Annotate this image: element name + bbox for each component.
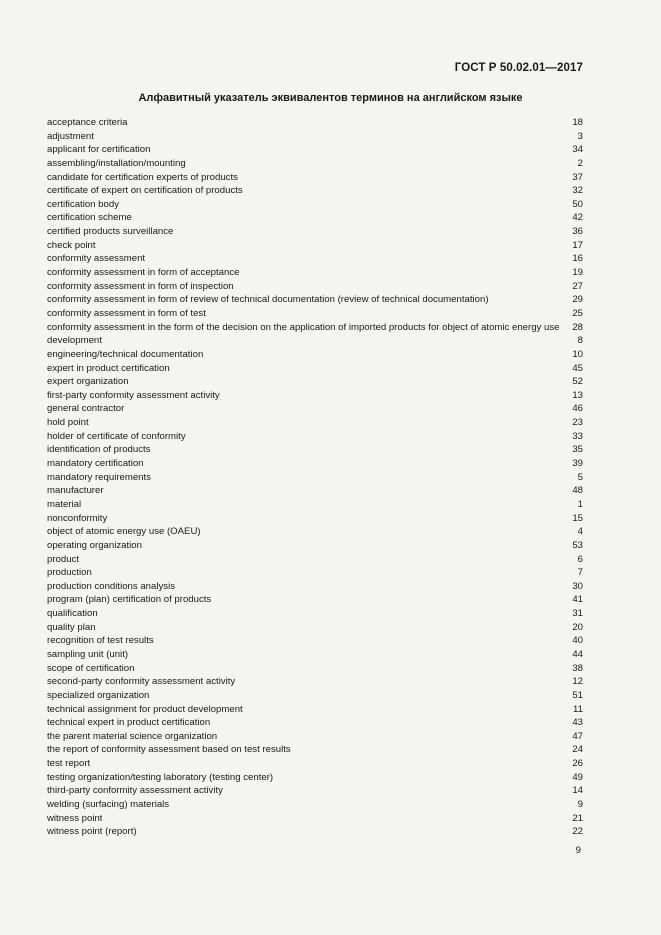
index-term: conformity assessment in form of review of technical documentation (review of technical documentation) bbox=[47, 294, 489, 306]
index-term: conformity assessment in form of acceptance bbox=[47, 267, 240, 279]
index-entry bbox=[47, 689, 583, 703]
index-entry bbox=[47, 348, 583, 362]
index-entry bbox=[47, 239, 583, 253]
index-page-ref: 3 bbox=[577, 130, 583, 142]
index-page-ref: 2 bbox=[577, 157, 583, 169]
index-page-ref: 25 bbox=[572, 307, 583, 319]
index-term: mandatory certification bbox=[47, 458, 144, 470]
index-page-ref: 18 bbox=[572, 117, 583, 128]
index-entry bbox=[47, 157, 583, 171]
index-term: certified products surveillance bbox=[47, 226, 174, 238]
index-page-ref: 4 bbox=[577, 526, 583, 538]
index-term: certificate of expert on certification of products bbox=[47, 185, 243, 197]
index-term: development bbox=[47, 335, 102, 347]
index-page-ref: 8 bbox=[577, 335, 583, 347]
index-page-ref: 50 bbox=[572, 198, 583, 210]
index-term: mandatory requirements bbox=[47, 471, 151, 483]
index-page-ref: 20 bbox=[572, 621, 583, 633]
index-term: object of atomic energy use (OAEU) bbox=[47, 526, 201, 538]
index-term: engineering/technical documentation bbox=[47, 348, 204, 360]
index-term: material bbox=[47, 498, 82, 510]
index-page-ref: 14 bbox=[572, 785, 583, 797]
index-term: applicant for certification bbox=[47, 144, 151, 156]
index-entry bbox=[47, 116, 583, 130]
index-page-ref: 22 bbox=[572, 826, 583, 838]
index-term: test report bbox=[47, 758, 91, 770]
index-page-ref: 43 bbox=[572, 717, 583, 729]
index-term: manufacturer bbox=[47, 485, 104, 497]
index-entry bbox=[47, 703, 583, 717]
index-term: conformity assessment in form of test bbox=[47, 307, 206, 319]
index-entry bbox=[47, 730, 583, 744]
index-page-ref: 17 bbox=[572, 239, 583, 251]
page-title: Алфавитный указатель эквивалентов терминов на английском языке bbox=[138, 92, 523, 104]
index-term: scope of certification bbox=[47, 662, 135, 674]
index-entry bbox=[47, 198, 583, 212]
index-entry bbox=[47, 743, 583, 757]
index-term: assembling/installation/mounting bbox=[47, 157, 186, 169]
index-entry bbox=[47, 293, 583, 307]
index-page-ref: 27 bbox=[572, 280, 583, 292]
index-term: third-party conformity assessment activity bbox=[47, 785, 223, 797]
index-entry bbox=[47, 566, 583, 580]
index-entry bbox=[47, 321, 583, 335]
index-page-ref: 23 bbox=[572, 417, 583, 429]
index-entry bbox=[47, 771, 583, 785]
index-page-ref: 37 bbox=[572, 171, 583, 183]
index-page-ref: 41 bbox=[572, 594, 583, 606]
index-term: specialized organization bbox=[47, 689, 150, 701]
index-entry bbox=[47, 362, 583, 376]
index-page-ref: 29 bbox=[572, 294, 583, 306]
index-entry bbox=[47, 662, 583, 676]
index-entry bbox=[47, 416, 583, 430]
index-entry bbox=[47, 675, 583, 689]
index-term: sampling unit (unit) bbox=[47, 648, 129, 660]
index-entry bbox=[47, 402, 583, 416]
index-page-ref: 31 bbox=[572, 608, 583, 620]
index-entry bbox=[47, 184, 583, 198]
index-page-ref: 1 bbox=[577, 498, 583, 510]
index-entry bbox=[47, 252, 583, 266]
index-page-ref: 9 bbox=[577, 799, 583, 811]
index-page-ref: 10 bbox=[572, 348, 583, 360]
index-term: production conditions analysis bbox=[47, 580, 175, 592]
index-page-ref: 28 bbox=[572, 321, 583, 333]
index-term: nonconformity bbox=[47, 512, 108, 524]
index-page-ref: 6 bbox=[577, 553, 583, 565]
page-number: 9 bbox=[575, 845, 581, 856]
index-entry bbox=[47, 430, 583, 444]
index-entry bbox=[47, 539, 583, 553]
index-page-ref: 52 bbox=[572, 376, 583, 388]
index-term: general contractor bbox=[47, 403, 125, 415]
index-entry bbox=[47, 375, 583, 389]
index-term: certification scheme bbox=[47, 212, 132, 224]
index-term: technical assignment for product development bbox=[47, 703, 243, 715]
index-term: testing organization/testing laboratory (testing center) bbox=[47, 771, 274, 783]
index-term: candidate for certification experts of products bbox=[47, 171, 238, 183]
index-term: welding (surfacing) materials bbox=[47, 799, 170, 811]
index-term: expert organization bbox=[47, 376, 129, 388]
index-entry bbox=[47, 171, 583, 185]
standard-code: ГОСТ Р 50.02.01—2017 bbox=[454, 62, 583, 74]
index-entry bbox=[47, 266, 583, 280]
index-term: the report of conformity assessment based on test results bbox=[47, 744, 291, 756]
index-page-ref: 40 bbox=[572, 635, 583, 647]
index-page-ref: 21 bbox=[572, 812, 583, 824]
index-entry bbox=[47, 143, 583, 157]
index-page-ref: 32 bbox=[572, 185, 583, 197]
index-term: certification body bbox=[47, 198, 119, 210]
index-term: acceptance criteria bbox=[47, 117, 128, 128]
index-page-ref: 19 bbox=[572, 267, 583, 279]
index-page-ref: 51 bbox=[572, 689, 583, 701]
index-entry bbox=[47, 634, 583, 648]
index-term: program (plan) certification of products bbox=[47, 594, 212, 606]
index-entry bbox=[47, 621, 583, 635]
index-entry bbox=[47, 334, 583, 348]
index-entry bbox=[47, 784, 583, 798]
index-page-ref: 45 bbox=[572, 362, 583, 374]
index-entry bbox=[47, 484, 583, 498]
index-entry bbox=[47, 812, 583, 826]
index-term: first-party conformity assessment activity bbox=[47, 389, 220, 401]
index-entry bbox=[47, 757, 583, 771]
index-page-ref: 36 bbox=[572, 226, 583, 238]
index-entry bbox=[47, 593, 583, 607]
index-page-ref: 16 bbox=[572, 253, 583, 265]
index-page-ref: 53 bbox=[572, 539, 583, 551]
index-term: witness point bbox=[47, 812, 103, 824]
index-entry bbox=[47, 716, 583, 730]
index-entry bbox=[47, 443, 583, 457]
index-term: check point bbox=[47, 239, 96, 251]
index-page-ref: 46 bbox=[572, 403, 583, 415]
index-entry bbox=[47, 130, 583, 144]
index-term: technical expert in product certification bbox=[47, 717, 211, 729]
index-term: hold point bbox=[47, 417, 89, 429]
index-entry bbox=[47, 798, 583, 812]
index-page-ref: 26 bbox=[572, 758, 583, 770]
index-page-ref: 11 bbox=[573, 703, 583, 715]
index-page-ref: 38 bbox=[572, 662, 583, 674]
index-entry bbox=[47, 225, 583, 239]
index-term: conformity assessment in the form of the decision on the application of imported products for object of atomic energy use bbox=[47, 321, 560, 333]
index-term: second-party conformity assessment activity bbox=[47, 676, 236, 688]
index-page-ref: 12 bbox=[572, 676, 583, 688]
index-term: production bbox=[47, 567, 92, 579]
index-term: identification of products bbox=[47, 444, 151, 456]
index-page-ref: 13 bbox=[572, 389, 583, 401]
index-page-ref: 47 bbox=[572, 730, 583, 742]
index-page-ref: 33 bbox=[572, 430, 583, 442]
index-page-ref: 5 bbox=[577, 471, 583, 483]
index-entry bbox=[47, 607, 583, 621]
index-term: product bbox=[47, 553, 79, 565]
index-term: qualification bbox=[47, 608, 98, 620]
index-term: holder of certificate of conformity bbox=[47, 430, 186, 442]
index-entry bbox=[47, 525, 583, 539]
index-term: expert in product certification bbox=[47, 362, 170, 374]
index-term: conformity assessment bbox=[47, 253, 146, 265]
index-entry bbox=[47, 498, 583, 512]
index-page-ref: 44 bbox=[572, 648, 583, 660]
index-term: recognition of test results bbox=[47, 635, 154, 647]
index-term: quality plan bbox=[47, 621, 96, 633]
index-page-ref: 49 bbox=[572, 771, 583, 783]
index-page-ref: 35 bbox=[572, 444, 583, 456]
index-term: conformity assessment in form of inspection bbox=[47, 280, 234, 292]
term-index-list bbox=[47, 116, 583, 839]
index-entry bbox=[47, 580, 583, 594]
index-page-ref: 30 bbox=[572, 580, 583, 592]
index-page-ref: 15 bbox=[572, 512, 583, 524]
index-term: witness point (report) bbox=[47, 826, 137, 838]
index-page-ref: 48 bbox=[572, 485, 583, 497]
index-page-ref: 42 bbox=[572, 212, 583, 224]
index-entry bbox=[47, 553, 583, 567]
index-entry bbox=[47, 471, 583, 485]
index-page-ref: 24 bbox=[572, 744, 583, 756]
index-entry bbox=[47, 211, 583, 225]
index-entry bbox=[47, 648, 583, 662]
index-entry bbox=[47, 457, 583, 471]
index-page-ref: 34 bbox=[572, 144, 583, 156]
index-entry bbox=[47, 280, 583, 294]
index-entry bbox=[47, 825, 583, 839]
index-entry bbox=[47, 389, 583, 403]
index-page-ref: 39 bbox=[572, 458, 583, 470]
index-page-ref: 7 bbox=[577, 567, 583, 579]
index-term: adjustment bbox=[47, 130, 94, 142]
index-entry bbox=[47, 512, 583, 526]
index-entry bbox=[47, 307, 583, 321]
index-term: operating organization bbox=[47, 539, 142, 551]
index-term: the parent material science organization bbox=[47, 730, 218, 742]
